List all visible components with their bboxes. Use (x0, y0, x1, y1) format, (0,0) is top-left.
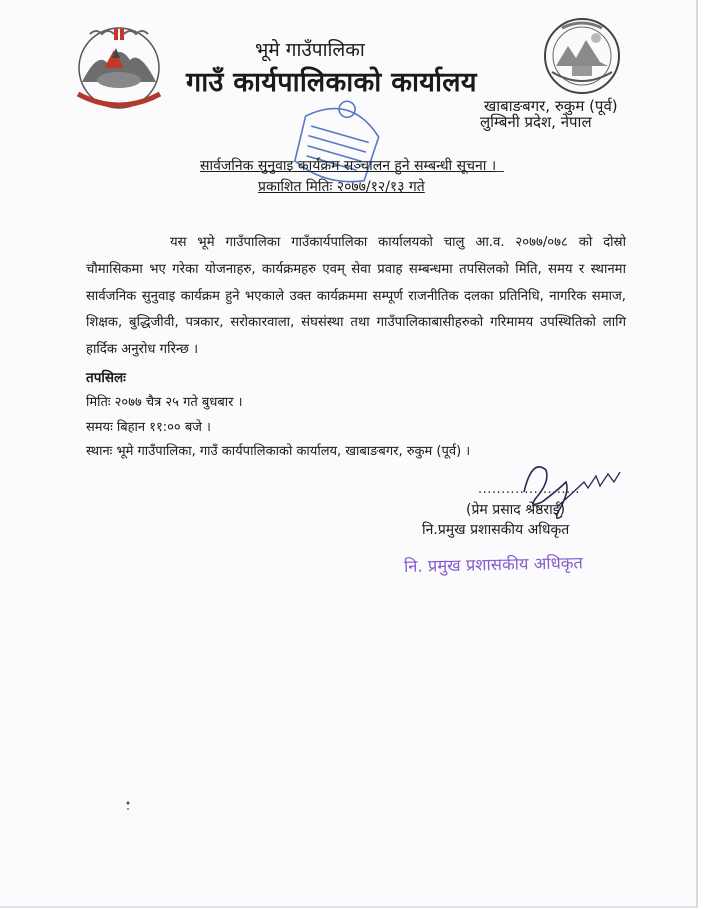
signature-line: ...................... (478, 482, 580, 497)
office-title: गाउँ कार्यपालिकाको कार्यालय (186, 67, 477, 98)
notice-body: यस भूमे गाउँपालिका गाउँकार्यपालिका कार्यालयको चालु आ.व. २०७७/०७८ को दोस्रो चौमासिकमा भए गरेका योजनाहरु, कार्यक्रमहरु एवम् सेवा प्रवाह सम्बन्धमा तपसिलको मिति, समय र स्थानमा सार्वजनिक सुनुवाइ कार्यक्रम हुने भएकाले उक्त कार्यक्रममा सम्पूर्ण राजनीतिक दलका प्रतिनिधि, नागरिक समाज, शिक्षक, बुद्धिजीवी, पत्रकार, सरोकारवाला, संघसंस्था तथा गाउँपालिकाबासीहरुको गरिमामय उपस्थितिको लागि हार्दिक अनुरोध गरिन्छ । (86, 235, 626, 358)
event-date: मितिः २०७७ चैत्र २५ गते बुधबार । (86, 395, 243, 410)
notice-subject: सार्वजनिक सुनुवाइ कार्यक्रम सञ्चालन हुने सम्बन्धी सूचना । (200, 158, 497, 174)
nepal-emblem-icon (68, 20, 170, 112)
designation-stamp: नि. प्रमुख प्रशासकीय अधिकृत (403, 553, 584, 576)
address-line-1: खाबाङबगर, रुकुम (पूर्व) (484, 97, 618, 115)
paper-speck (124, 800, 132, 812)
office-seal-stamp (282, 92, 394, 190)
signer-name: (प्रेम प्रसाद श्रेष्ठराई) (466, 502, 566, 518)
municipality-name: भूमे गाउँपालिका (255, 39, 365, 61)
details-heading: तपसिलः (86, 370, 126, 386)
address-line-2: लुम्बिनी प्रदेश, नेपाल (480, 113, 592, 131)
event-time: समयः बिहान ११:०० बजे । (86, 420, 211, 435)
municipality-logo-icon (542, 16, 622, 96)
event-place: स्थानः भूमे गाउँपालिका, गाउँ कार्यपालिकाको कार्यालय, खाबाङबगर, रुकुम (पूर्व) । (86, 444, 471, 459)
published-date: प्रकाशित मितिः २०७७/१२/१३ गते (258, 179, 425, 195)
signer-title: नि.प्रमुख प्रशासकीय अधिकृत (422, 522, 570, 538)
